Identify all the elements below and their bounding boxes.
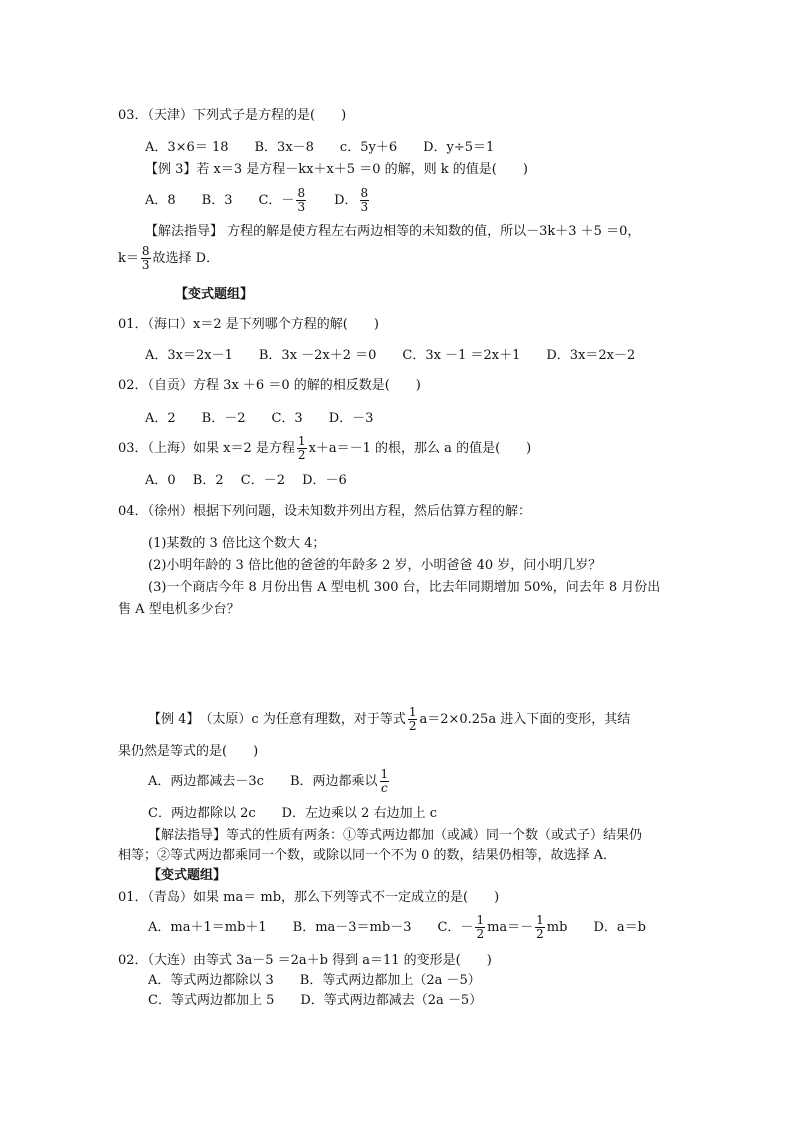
variant-2-question-02: 02．（大连）由等式 3a－5 ＝2a＋b 得到 a＝11 的变形是( ) bbox=[118, 953, 492, 968]
fraction-numerator: 1 bbox=[476, 913, 485, 927]
variant-group-heading: 【变式题组】 bbox=[175, 287, 254, 302]
variant-question-01: 01．（海口）x＝2 是下列哪个方程的解( ) bbox=[118, 317, 379, 332]
variant-question-04-part1: (1)某数的 3 倍比这个数大 4； bbox=[148, 536, 326, 551]
fraction-denominator: 2 bbox=[476, 927, 485, 941]
variant-2-question-01-opts-ab: A．ma＋1＝mb＋1 B．ma－3＝mb－3 C．－ bbox=[148, 920, 474, 935]
variant-question-04-part3: (3)一个商店今年 8 月份出售 A 型电机 300 台，比去年同期增加 50%，问去年 8 月份出 bbox=[148, 580, 661, 595]
variant-question-04-part2: (2)小明年龄的 3 倍比他的爸爸的年龄多 2 岁，小明爸爸 40 岁，问小明几岁？ bbox=[148, 558, 602, 573]
fraction-numerator: 1 bbox=[536, 913, 544, 927]
fraction-numerator: 1 bbox=[408, 705, 417, 719]
example-3-guide: 【解法指导】 方程的解是使方程左右两边相等的未知数的值，所以－3k＋3 ＋5 ＝0， bbox=[145, 224, 641, 239]
fraction-denominator: 2 bbox=[536, 927, 544, 941]
variant-question-03-part2: x＋a＝－1 的根，那么 a 的值是( ) bbox=[308, 441, 532, 456]
example-4-guide: 【解法指导】等式的性质有两条：①等式两边都加（或减）同一个数（或式子）结果仍 bbox=[148, 828, 643, 843]
fraction-denominator: 2 bbox=[408, 719, 417, 733]
example-3-stem: 【例 3】若 x＝3 是方程－kx＋x＋5 ＝0 的解，则 k 的值是( ) bbox=[145, 162, 528, 177]
guide-choice: 故选择 D． bbox=[152, 251, 220, 266]
fraction-1-2 bbox=[408, 706, 418, 733]
fraction-denominator: 3 bbox=[141, 258, 150, 272]
question-03: 03．（天津）下列式子是方程的是( ) bbox=[118, 108, 347, 123]
guide-k-equals: k＝ bbox=[118, 251, 139, 266]
fraction-denominator: 3 bbox=[360, 200, 369, 214]
example-4-options-ab-text: A．两边都减去－3c B．两边都乘以 bbox=[148, 774, 378, 789]
fraction-8-3 bbox=[141, 245, 151, 272]
variant-question-03-options: A．0 B．2 C．－2 D．－6 bbox=[145, 473, 347, 488]
fraction-1-2 bbox=[297, 435, 307, 462]
fraction-numerator: 8 bbox=[360, 186, 369, 200]
example-3-option-d: D． bbox=[308, 193, 358, 208]
fraction-1-2 bbox=[475, 914, 485, 941]
variant-question-01-options: A．3x＝2x－1 B．3x －2x＋2 ＝0 C．3x －1 ＝2x＋1 D．3x＝2x－2 bbox=[145, 348, 636, 363]
variant-2-question-01-opt-d: mb D．a＝b bbox=[546, 920, 646, 935]
example-4-stem bbox=[148, 704, 630, 736]
fraction-denominator: 2 bbox=[297, 448, 306, 462]
variant-question-02: 02．（自贡）方程 3x ＋6 ＝0 的解的相反数是( ) bbox=[118, 378, 421, 393]
fraction-denominator: 3 bbox=[297, 200, 306, 214]
fraction-1-c bbox=[380, 768, 390, 795]
example-3-options bbox=[145, 186, 371, 216]
fraction-numerator: 8 bbox=[141, 244, 150, 258]
variant-question-04: 04．（徐州）根据下列问题，设未知数并列出方程，然后估算方程的解： bbox=[118, 504, 532, 519]
example-4-part2: a＝2×0.25a 进入下面的变形，其结 bbox=[419, 712, 631, 727]
variant-2-question-01-options bbox=[148, 912, 646, 944]
example-3-guide-line-2 bbox=[118, 244, 219, 274]
example-4-options-cd: C．两边都除以 2c D．左边乘以 2 右边加上 c bbox=[148, 806, 438, 821]
variant-question-03 bbox=[118, 434, 531, 464]
variant-2-question-01: 01．（青岛）如果 ma＝ mb，那么下列等式不一定成立的是( ) bbox=[118, 890, 500, 905]
question-03-options: A．3×6＝ 18 B．3x－8 c．5y＋6 D．y÷5＝1 bbox=[145, 140, 495, 155]
example-4-stem-cont: 果仍然是等式的是( ) bbox=[118, 744, 259, 759]
fraction-8-3 bbox=[360, 187, 370, 214]
example-4-guide-cont: 相等；②等式两边都乘同一个数，或除以同一个不为 0 的数，结果仍相等，故选择 A． bbox=[118, 848, 617, 863]
fraction-numerator: 1 bbox=[380, 767, 389, 781]
fraction-8-3 bbox=[296, 187, 306, 214]
fraction-denominator: c bbox=[380, 781, 388, 795]
variant-question-03-part1: 03．（上海）如果 x＝2 是方程 bbox=[118, 441, 295, 456]
variant-question-04-part3-cont: 售 A 型电机多少台？ bbox=[118, 602, 240, 617]
example-3-options-text: A．8 B．3 C．－ bbox=[145, 193, 295, 208]
variant-2-question-02-options-cd: C．等式两边都加上 5 D．等式两边都减去（2a －5） bbox=[148, 993, 483, 1008]
variant-2-question-02-options-ab: A．等式两边都除以 3 B．等式两边都加上（2a －5） bbox=[148, 973, 481, 988]
example-4-part1: 【例 4】 （太原）c 为任意有理数，对于等式 bbox=[148, 712, 406, 727]
variant-question-02-options: A．2 B．－2 C．3 D．－3 bbox=[145, 411, 374, 426]
example-4-options-ab bbox=[148, 766, 391, 798]
fraction-numerator: 8 bbox=[297, 186, 306, 200]
variant-group-heading-2: 【变式题组】 bbox=[148, 868, 227, 883]
variant-2-question-01-opt-c: ma＝－ bbox=[487, 920, 534, 935]
fraction-numerator: 1 bbox=[297, 434, 306, 448]
fraction-1-2 bbox=[535, 914, 545, 941]
